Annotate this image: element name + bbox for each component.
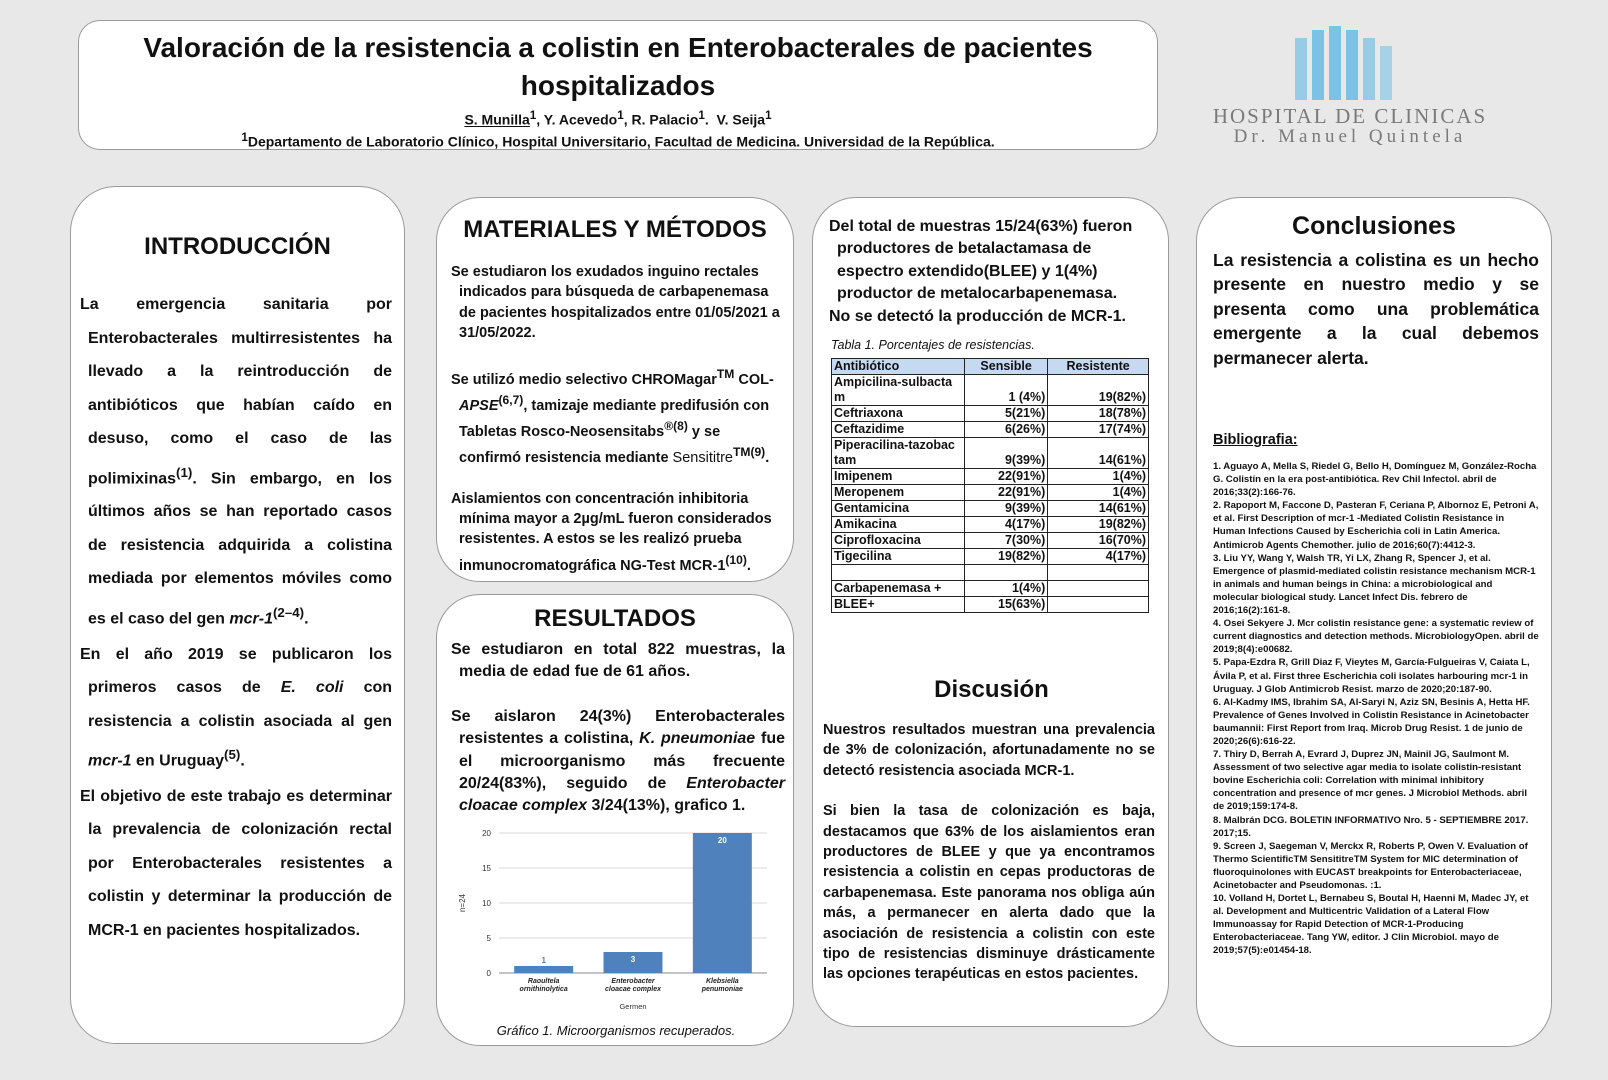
- intro-paragraph: [80, 638, 392, 778]
- logo-bar: [1380, 46, 1392, 100]
- antibiotic-cell: Piperacilina-tazobac tam: [832, 438, 965, 469]
- logo-bar: [1363, 38, 1375, 100]
- methods-text: APSE: [459, 397, 499, 414]
- resistente-cell: 19(82%): [1048, 375, 1149, 406]
- table-header-row: [832, 359, 1149, 375]
- column-header: Antibiótico: [832, 359, 965, 375]
- logo-bars-icon: [1295, 26, 1395, 100]
- conclusions-title: Conclusiones: [1292, 212, 1456, 240]
- discussion-title: Discusión: [934, 676, 1049, 703]
- logo-line1: HOSPITAL DE CLINICAS: [1212, 104, 1488, 128]
- table-row: [832, 517, 1149, 533]
- intro-text: con resistencia a colistin asociada al gen: [88, 679, 393, 730]
- author-sup: 1: [529, 109, 537, 122]
- results-paragraph: Se estudiaron en total 822 muestras, la media de edad fue de 61 años.: [451, 641, 785, 681]
- resistente-cell: 14(61%): [1048, 438, 1149, 469]
- sensible-cell: 4(17%): [965, 517, 1048, 533]
- findings-paragraph: No se detectó la producción de MCR-1.: [829, 307, 1126, 325]
- resistente-cell: 18(78%): [1048, 406, 1149, 422]
- table-row: [832, 485, 1149, 501]
- table-row: [832, 469, 1149, 485]
- bar-3: [693, 833, 752, 973]
- bar-1: [514, 966, 573, 973]
- antibiotic-cell: Amikacina: [832, 517, 965, 533]
- sensible-cell: 22(91%): [965, 469, 1048, 485]
- poster-title: Valoración de la resistencia a colistin en Enterobacterales de pacientes hospitalizados: [143, 32, 1093, 101]
- logo-line2: Dr. Manuel Quintela: [1233, 126, 1467, 147]
- data-label: 1: [541, 956, 546, 965]
- table-body: [832, 375, 1149, 613]
- x-tick-label: penumoniae: [701, 986, 743, 993]
- methods-text: , tamizaje mediante predifusión con Tabletas Rosco-Neosensitabs: [459, 397, 770, 440]
- citation-sup: (6,7): [498, 392, 524, 407]
- sensible-cell: 9(39%): [965, 501, 1048, 517]
- table-row: [832, 422, 1149, 438]
- methods-text: .: [765, 450, 770, 467]
- intro-text: La emergencia sanitaria por Enterobacterales multirresistentes ha llevado a la reintroducción de antibióticos que habían caído en desuso, como el caso de las polimixinas: [80, 296, 392, 487]
- resistente-cell: 1(4%): [1048, 469, 1149, 485]
- reference-item: 9. Screen J, Saegeman V, Merckx R, Roberts P, Owen V. Evaluation of Thermo ScientificTM SensititreTM System for MIC determination of fluoroquinolones with EUCAST breakpoints for Enterobacteriaceae, Acinetobacter and Pseudomonas. :1.: [1213, 840, 1528, 891]
- x-tick-label: Klebsiella: [705, 978, 739, 985]
- results-body: [451, 639, 785, 840]
- author-name: V. Seija: [716, 111, 766, 128]
- citation-sup: (2–4): [272, 604, 305, 620]
- citation-sup: (5): [224, 747, 241, 763]
- author-sup: 1: [698, 109, 705, 122]
- results-paragraph: [451, 706, 785, 818]
- species-name: E. coli: [280, 679, 344, 697]
- x-tick-label: Raoultela: [527, 978, 560, 985]
- conclusions-text: La resistencia a colistina es un hecho presente en nuestro medio y se presenta como una problemática emergente a la cual debemos permanecer alerta.: [1213, 250, 1539, 368]
- reference-item: 8. Malbrán DCG. BOLETIN INFORMATIVO Nro. 5 - SEPTIEMBRE 2017. 2017;15.: [1213, 814, 1529, 839]
- table-caption: Tabla 1. Porcentajes de resistencias.: [831, 338, 1035, 352]
- conclusions-panel: [1196, 197, 1552, 1047]
- methods-text: COL-: [734, 371, 774, 388]
- affiliation: [79, 131, 1157, 150]
- organism-bar-chart: [457, 825, 777, 1015]
- sensible-cell: [965, 565, 1048, 581]
- gene-name: mcr-1: [229, 610, 273, 628]
- author-list: S. Munilla$^1$, Y. Acevedo$^1$, R. Palacio$^1$. V. Seija$^1$: [464, 109, 772, 128]
- author-name: Y. Acevedo: [543, 111, 618, 128]
- author-name: S. Munilla: [464, 111, 530, 128]
- citation-sup: TM(9): [733, 445, 766, 460]
- discussion-paragraph: Si bien la tasa de colonización es baja, destacamos que 63% de los aislamientos eran productores de BLEE y que ya encontramos resistencia a colistin en cepas productoras de carbapenemasa. Este panorama nos obliga aún más, a permanecer en alerta dado que la asociación de resistencia a colistin con este tipo de resistencias disminuye drásticamente las opciones terapéuticas en estos pacientes.: [823, 803, 1155, 983]
- methods-text: Aislamientos con concentración inhibitoria mínima mayor a 2µg/mL fueron considerados resistentes. A estos se les realizó prueba inmunocromatográfica NG-Test MCR-1: [451, 490, 772, 574]
- methods-text: y se confirmó resistencia mediante: [459, 423, 721, 467]
- affiliation-sup: 1: [241, 130, 248, 144]
- table-row: [832, 565, 1149, 581]
- table-row: [832, 549, 1149, 565]
- intro-paragraph: El objetivo de este trabajo es determinar la prevalencia de colonización rectal por Enterobacterales resistentes a colistin y determinar la producción de MCR-1 en pacientes hospitalizados.: [80, 787, 392, 939]
- results-title: RESULTADOS: [534, 605, 696, 632]
- antibiotic-cell: Ceftriaxona: [832, 406, 965, 422]
- results-panel: [436, 594, 794, 1046]
- table-row: [832, 533, 1149, 549]
- y-tick-label: 10: [482, 899, 491, 908]
- methods-body: [451, 262, 785, 596]
- table-row: [832, 581, 1149, 597]
- y-tick-label: 0: [486, 969, 491, 978]
- poster-header: [78, 20, 1158, 150]
- sensible-cell: 7(30%): [965, 533, 1048, 549]
- table-row: [832, 438, 1149, 469]
- antibiotic-cell: Imipenem: [832, 469, 965, 485]
- sensible-cell: 5(21%): [965, 406, 1048, 422]
- methods-title: MATERIALES Y MÉTODOS: [463, 216, 767, 243]
- methods-panel: [436, 197, 794, 582]
- antibiotic-cell: Gentamicina: [832, 501, 965, 517]
- y-tick-label: 20: [482, 829, 491, 838]
- citation-sup: (1): [176, 464, 193, 480]
- table-row: [832, 375, 1149, 406]
- resistente-cell: [1048, 565, 1149, 581]
- methods-paragraph: [451, 364, 785, 469]
- resistente-cell: [1048, 597, 1149, 613]
- introduction-body: [80, 288, 392, 947]
- resistente-cell: 16(70%): [1048, 533, 1149, 549]
- reference-item: 3. Liu YY, Wang Y, Walsh TR, Yi LX, Zhang R, Spencer J, et al. Emergence of plasmid-mediated colistin resistance mechanism MCR-1 in animals and human beings in China: a microbiological and molecular biological study. Lancet Infect Dis. febrero de 2016;16(2):161-8.: [1213, 552, 1536, 617]
- affiliation-text: Departamento de Laboratorio Clínico, Hospital Universitario, Facultad de Medicina. Universidad de la República.: [247, 133, 995, 150]
- methods-paragraph: Se estudiaron los exudados inguino rectales indicados para búsqueda de carbapenemasa de pacientes hospitalizados entre 01/05/2021 a 31/05/2022.: [451, 264, 780, 342]
- findings-discussion-panel: [812, 197, 1169, 1027]
- sensible-cell: 1 (4%): [965, 375, 1048, 406]
- antibiotic-cell: Ciprofloxacina: [832, 533, 965, 549]
- methods-paragraph: [451, 489, 785, 576]
- logo-bar: [1295, 38, 1307, 100]
- logo-bar: [1346, 30, 1358, 100]
- citation-sup: (10): [725, 552, 747, 567]
- resistente-cell: [1048, 581, 1149, 597]
- table-row: [832, 501, 1149, 517]
- bibliography-list: [1213, 460, 1539, 958]
- findings-paragraph: Del total de muestras 15/24(63%) fueron productores de betalactamasa de espectro extendido(BLEE) y 1(4%) productor de metalocarbapenemasa.: [829, 218, 1133, 303]
- x-axis-label: Germen: [619, 1002, 647, 1011]
- hospital-logo: [1205, 22, 1495, 152]
- resistente-cell: 1(4%): [1048, 485, 1149, 501]
- species-name: Enterobacter cloacae complex: [459, 775, 785, 815]
- resistente-cell: 14(61%): [1048, 501, 1149, 517]
- intro-text: En el año 2019 se publicaron los primeros casos de: [80, 645, 392, 697]
- x-tick-label: ornithinolytica: [519, 986, 568, 993]
- resistance-table: [831, 358, 1149, 613]
- antibiotic-cell: BLEE+: [832, 597, 965, 613]
- introduction-title: INTRODUCCIÓN: [144, 233, 331, 260]
- discussion-paragraph: Nuestros resultados muestran una prevalencia de 3% de colonización, afortunadamente no se detectó resistencia asociada MCR-1.: [823, 722, 1155, 779]
- intro-text: . Sin embargo, en los últimos años se han reportado casos de resistencia adquirida a colistina mediada por elementos móviles como es el caso del gen: [88, 469, 392, 628]
- resistente-cell: 4(17%): [1048, 549, 1149, 565]
- y-tick-label: 15: [482, 864, 491, 873]
- results-text: Se aislaron 24(3%) Enterobacterales resistentes a colistina,: [451, 707, 785, 748]
- bibliography-title: Bibliografia:: [1213, 432, 1298, 448]
- intro-paragraph: [80, 288, 392, 636]
- sensible-cell: 9(39%): [965, 438, 1048, 469]
- reference-item: 1. Aguayo A, Mella S, Riedel G, Bello H, Domínguez M, González-Rocha G. Colistín en la era post-antibiótica. Rev Chil Infectol. abril de 2016;33(2):166-76.: [1213, 461, 1537, 499]
- column-header: Sensible: [965, 359, 1048, 375]
- y-tick-label: 5: [486, 934, 491, 943]
- antibiotic-cell: [832, 565, 965, 581]
- citation-sup: ®(8): [664, 419, 688, 434]
- column-header: Resistente: [1048, 359, 1149, 375]
- author-sup: 1: [765, 109, 772, 122]
- chart-caption: Gráfico 1. Microorganismos recuperados.: [496, 1023, 736, 1038]
- methods-text: Se utilizó medio selectivo CHROMagar: [451, 371, 717, 388]
- reference-item: 10. Volland H, Dortet L, Bernabeu S, Boutal H, Haenni M, Madec JY, et al. Development and Multicentric Validation of a Lateral Flow Immunoassay for Rapid Detection of MCR-1-Producing Enterobacteriaceae. Tang YW, editor. J Clin Microbiol. mayo de 2019;57(5):e01454-18.: [1213, 893, 1529, 957]
- resistente-cell: 19(82%): [1048, 517, 1149, 533]
- author-name: R. Palacio: [631, 111, 699, 128]
- sensible-cell: 19(82%): [965, 549, 1048, 565]
- reference-item: 7. Thiry D, Berrah A, Evrard J, Duprez JN, Mainil JG, Saulmont M. Assessment of two selective agar media to isolate colistin-resistant bovine Escherichia coli: Correlation with minimal inhibitory concentration and presence of mcr genes. J Microbiol Methods. abril de 2019;159:174-8.: [1213, 749, 1527, 813]
- species-name: K. pneumoniae: [639, 730, 756, 748]
- reference-item: 2. Rapoport M, Faccone D, Pasteran F, Ceriana P, Albornoz E, Petroni A, et al. First Description of mcr-1 -Mediated Colistin Resistance in Human Infections Caused by Escherichia coli in Latin America. Antimicrob Agents Chemother. julio de 2016;60(7):4412-3.: [1213, 500, 1539, 551]
- sensible-cell: 22(91%): [965, 485, 1048, 501]
- reference-item: 4. Osei Sekyere J. Mcr colistin resistance gene: a systematic review of current diagnostics and detection methods. MicrobiologyOpen. abril de 2019;8(4):e00682.: [1213, 618, 1539, 656]
- y-axis-label: n=24: [458, 893, 467, 913]
- gene-name: mcr-1: [88, 752, 132, 770]
- intro-text: .: [304, 610, 309, 628]
- sensible-cell: 15(63%): [965, 597, 1048, 613]
- resistente-cell: 17(74%): [1048, 422, 1149, 438]
- antibiotic-cell: Carbapenemasa +: [832, 581, 965, 597]
- methods-text: .: [746, 557, 751, 574]
- reference-item: 5. Papa-Ezdra R, Grill Diaz F, Vieytes M, García-Fulgueiras V, Caiata L, Ávila P, et al. First three Escherichia coli isolates harbouring mcr-1 in Uruguay. J Glob Antimicrob Resist. marzo de 2020;20:187-90.: [1213, 657, 1530, 695]
- sensible-cell: 1(4%): [965, 581, 1048, 597]
- antibiotic-cell: Meropenem: [832, 485, 965, 501]
- data-label: 3: [630, 955, 636, 964]
- table-row: [832, 597, 1149, 613]
- methods-text: Sensititre: [672, 450, 733, 467]
- results-text: 3/24(13%), grafico 1.: [587, 797, 746, 815]
- results-text: fue el microorganismo más frecuente 20/24(83%), seguido de: [459, 730, 786, 793]
- author-sup: 1: [617, 109, 624, 122]
- antibiotic-cell: Tigecilina: [832, 549, 965, 565]
- sensible-cell: 6(26%): [965, 422, 1048, 438]
- table-row: [832, 406, 1149, 422]
- x-tick-label: cloacae complex: [604, 986, 662, 993]
- discussion-body: [823, 720, 1155, 1005]
- trademark-sup: TM: [716, 366, 735, 381]
- antibiotic-cell: Ceftazidime: [832, 422, 965, 438]
- logo-bar: [1312, 30, 1324, 100]
- reference-item: 6. Al-Kadmy IMS, Ibrahim SA, Al-Saryi N, Aziz SN, Besinis A, Hetta HF. Prevalence of Genes Involved in Colistin Resistance in Acinetobacter baumannii: First Report from Iraq. Microb Drug Resist. 1 de junio de 2020;26(6):616-22.: [1213, 696, 1530, 747]
- data-label: 20: [717, 836, 727, 845]
- intro-text: en Uruguay: [131, 752, 225, 770]
- logo-bar: [1329, 26, 1341, 100]
- intro-text: .: [240, 752, 245, 770]
- x-tick-label: Enterobacter: [611, 978, 655, 985]
- findings-lead: [829, 216, 1159, 328]
- antibiotic-cell: Ampicilina-sulbacta m: [832, 375, 965, 406]
